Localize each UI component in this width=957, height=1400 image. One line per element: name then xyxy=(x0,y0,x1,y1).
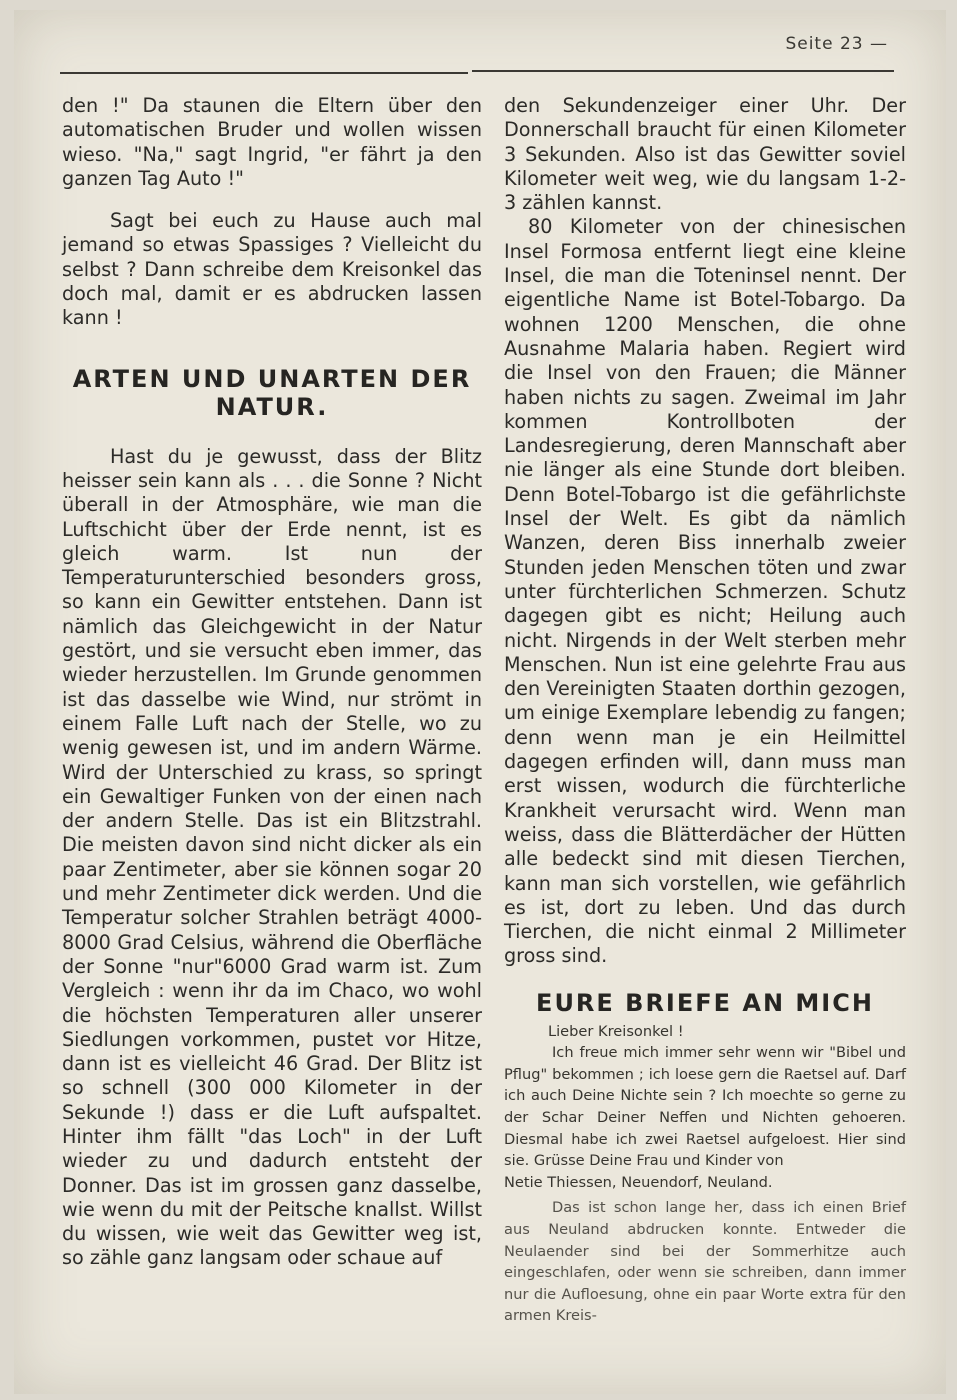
intro-paragraph-1: den !" Da staunen die Eltern über den automatischen Bruder und wollen wissen wieso. "Na," sagt Ingrid, "er fährt ja den ganzen Tag Auto !" xyxy=(62,94,482,190)
letters-title: EURE BRIEFE AN MICH xyxy=(536,988,874,1017)
intro-paragraph-2: Sagt bei euch zu Hause auch mal jemand so etwas Spassiges ? Vielleicht du selbst ? Dann schreibe dem Kreisonkel das doch mal, damit er es abdrucken lassen kann ! xyxy=(62,209,482,330)
magazine-page xyxy=(14,10,946,1394)
left-header-rule xyxy=(60,72,468,74)
article-paragraph: Hast du je gewusst, dass der Blitz heisser sein kann als . . . die Sonne ? Nicht überall in der Atmosphäre, wie man die Luftschicht über der Erde nennt, ist es gleich warm. Ist nun der Temperaturunterschied besonders gross, so kann ein Gewitter entstehen. Dann ist nämlich das Gleichgewicht in der Natur gestört, und sie versucht eben immer, das wieder herzustellen. Im Grunde genommen ist das dasselbe wie Wind, nur strömt in einem Falle Luft nach der Stelle, wo zu wenig gewesen ist, und im andern Wärme. Wird der Unterschied zu krass, so springt ein Gewaltiger Funken von der einen nach der andern Stelle. Das ist ein Blitzstrahl. Die meisten davon sind nicht dicker als ein paar Zentimeter, aber sie können sogar 20 und mehr Zentimeter dick werden. Und die Temperatur solcher Strahlen beträgt 4000-8000 Grad Celsius, während die Oberfläche der Sonne "nur"6000 Grad warm ist. Zum Vergleich : wenn ihr da im Chaco, wo wohl die höchsten Temperaturen aller unserer Siedlungen vorkommen, pustet vor Hitze, dann ist es vielleicht 46 Grad. Der Blitz ist so schnell (300 000 Kilometer in der Sekunde !) dass er die Luft aufspaltet. Hinter ihm fällt "das Loch" in der Luft wieder zu und dadurch entsteht der Donner. Das ist im grossen ganz dasselbe, wie wenn du mit der Peitsche knallst. Willst du wissen, wie weit das Gewitter weg ist, so zähle ganz langsam oder schaue auf xyxy=(62,444,482,1270)
formosa-paragraph: 80 Kilometer von der chinesischen Insel Formosa entfernt liegt eine kleine Insel, die man die Toteninsel nennt. Der eigentliche Name ist Botel-Tobargo. Da wohnen 1200 Menschen, die ohne Ausnahme Malaria haben. Regiert wird die Insel von den Frauen; die Männer haben nichts zu sagen. Zweimal im Jahr kommen Kontrollboten der Landesregierung, deren Mannschaft aber nie länger als eine Stunde dort bleiben. Denn Botel-Tobargo ist die gefährlichste Insel der Welt. Es gibt da nämlich Wanzen, deren Biss innerhalb zweier Stunden jeden Menschen töten und zwar unter fürchterlichen Schmerzen. Schutz dagegen gibt es nicht; Heilung auch nicht. Nirgends in der Welt sterben mehr Menschen. Nun ist eine gelehrte Frau aus den Vereinigten Staaten dorthin gezogen, um einige Exemplare lebendig zu fangen; denn wenn man je ein Heilmittel dagegen erfinden will, dann muss man erst wissen, wodurch die fürchterliche Krankheit verursacht wird. Wenn man weiss, dass die Blätterdächer der Hütten alle bedeckt sind mit diesen Tierchen, kann man sich vorstellen, wie gefährlich es ist, dort zu leben. Und das durch Tierchen, die nicht einmal 2 Millimeter gross sind. xyxy=(504,215,906,968)
right-column xyxy=(504,94,906,1327)
continuation-paragraph: den Sekundenzeiger einer Uhr. Der Donnerschall braucht für einen Kilometer 3 Sekunden. Also ist das Gewitter soviel Kilometer weit weg, wie du langsam 1-2-3 zählen kannst. xyxy=(504,94,906,215)
page-number: Seite 23 — xyxy=(785,34,888,54)
letter-signature: Netie Thiessen, Neuendorf, Neuland. xyxy=(504,1173,773,1191)
left-column xyxy=(62,94,482,1271)
reader-letter xyxy=(504,1021,906,1327)
reply-paragraph: Das ist schon lange her, dass ich einen Brief aus Neuland abdrucken konnte. Entweder die Neulaender sind bei der Sommerhitze auch eingeschlafen, oder wenn sie schreiben, dann immer nur die Aufloesung, ohne ein paar Worte extra für den armen Kreis- xyxy=(504,1199,906,1325)
letter-salutation: Lieber Kreisonkel ! xyxy=(548,1022,684,1040)
paragraph-gap xyxy=(62,191,482,209)
right-header-rule xyxy=(472,70,894,72)
article-title: ARTEN UND UNARTEN DER NATUR. xyxy=(72,364,472,421)
letter-body: Ich freue mich immer sehr wenn wir "Bibel und Pflug" bekommen ; ich loese gern die Raetsel auf. Darf ich auch Deine Nichte sein ? Ich moechte so gerne zu der Schar Deiner Neffen und Nichten gehoeren. Diesmal habe ich zwei Raetsel aufgeloest. Hier sind sie. Grüsse Deine Frau und Kinder von xyxy=(504,1044,906,1170)
